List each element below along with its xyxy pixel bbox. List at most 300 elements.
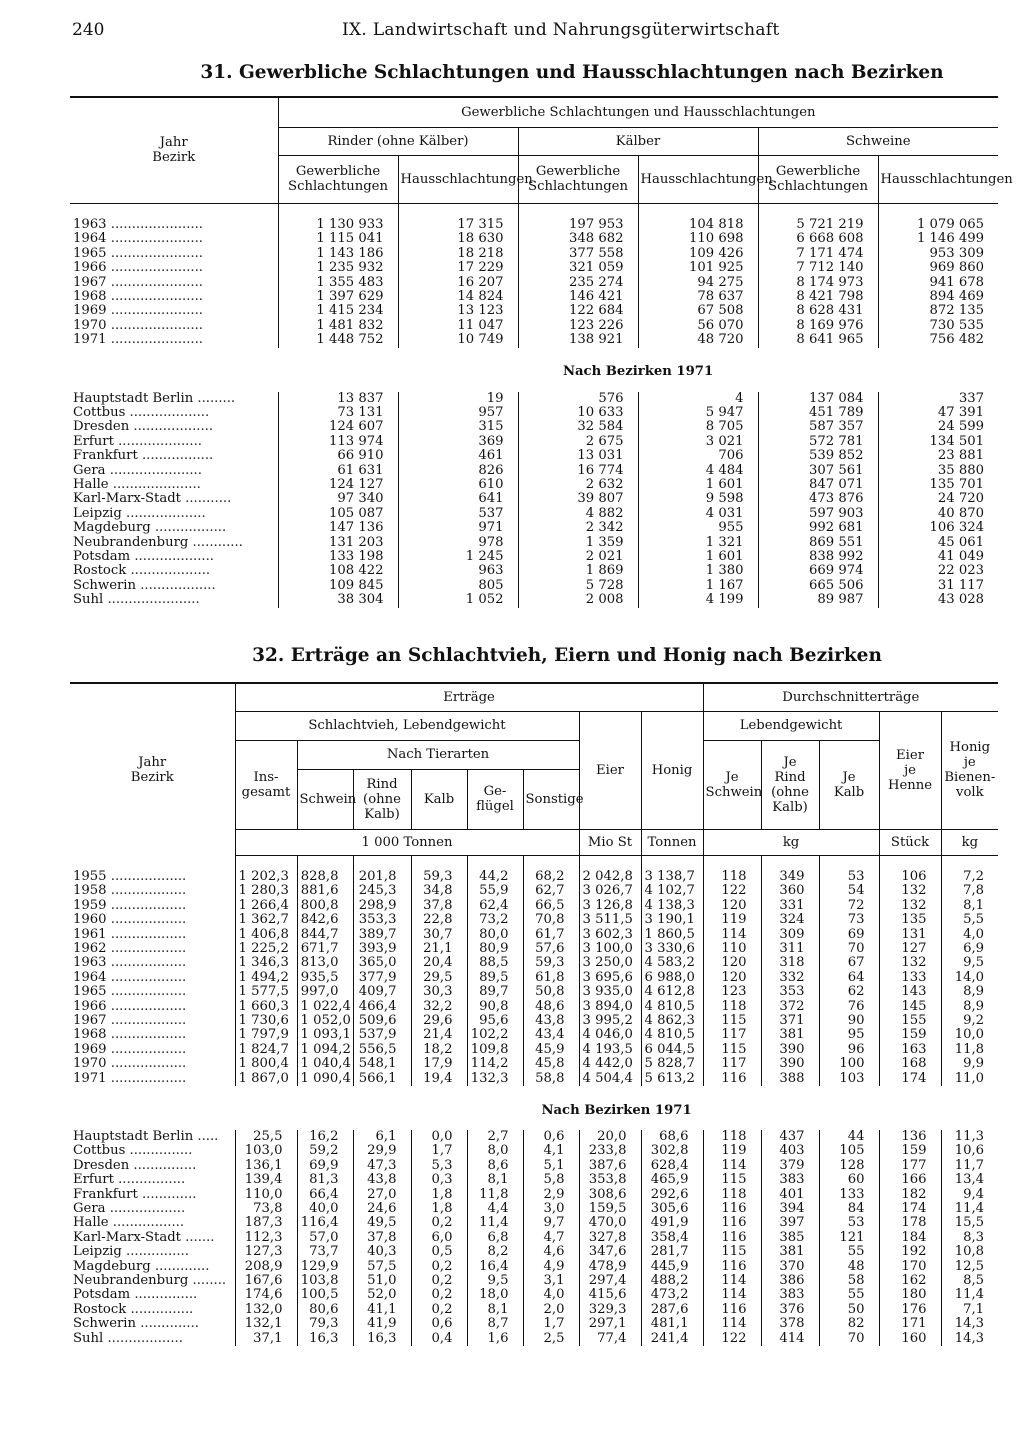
row-label-text: Suhl (73, 593, 104, 608)
data-cell: 1 797,9 (235, 1028, 297, 1042)
data-cell: 17 315 (398, 218, 518, 232)
row-label (70, 478, 278, 492)
data-cell: 872 135 (878, 304, 998, 318)
data-cell: 30,3 (411, 985, 467, 999)
data-cell: 597 903 (758, 507, 878, 521)
data-cell: 4 810,5 (641, 1000, 703, 1014)
data-cell: 9 598 (638, 492, 758, 506)
data-cell: 132 (879, 884, 941, 898)
data-cell: 59,3 (411, 870, 467, 884)
data-cell: 1 040,4 (297, 1057, 353, 1071)
data-cell: 69,9 (297, 1159, 353, 1173)
data-cell: 800,8 (297, 899, 353, 913)
row-label (70, 247, 278, 261)
table-row (70, 1144, 998, 1158)
data-cell: 124 127 (278, 478, 398, 492)
table-row (70, 1303, 998, 1317)
data-cell: 4,0 (941, 928, 998, 942)
data-cell: 353,3 (353, 913, 411, 927)
row-label (70, 870, 235, 884)
table-row (70, 1159, 998, 1173)
data-cell: 2 008 (518, 593, 638, 607)
data-cell: 1 093,1 (297, 1028, 353, 1042)
data-cell: 178 (879, 1216, 941, 1230)
table-row (70, 507, 998, 521)
table-row (70, 1014, 998, 1028)
leader-dots: ...................... (106, 289, 203, 304)
data-cell: 5 721 219 (758, 218, 878, 232)
spacer-cell (638, 203, 758, 218)
data-cell: 73,7 (297, 1245, 353, 1259)
data-cell: 16,3 (353, 1332, 411, 1346)
data-cell: 43 028 (878, 593, 998, 607)
data-cell: 297,1 (579, 1317, 641, 1331)
table32-title: 32. Erträge an Schlachtvieh, Eiern und Honig nach Bezirken (252, 645, 882, 666)
data-cell: 360 (761, 884, 819, 898)
data-cell: 473 876 (758, 492, 878, 506)
data-cell: 115 (703, 1245, 761, 1259)
data-cell: 53 (819, 1216, 879, 1230)
data-cell: 27,0 (353, 1188, 411, 1202)
row-label-text: Cottbus (73, 405, 126, 420)
data-cell: 3 695,6 (579, 971, 641, 985)
data-cell: 963 (398, 564, 518, 578)
spacer-cell (70, 203, 278, 218)
row-label (70, 1130, 235, 1144)
data-cell: 8,2 (467, 1245, 523, 1259)
row-label-text: 1965 (73, 985, 107, 1000)
row-label (70, 435, 278, 449)
data-cell: 381 (761, 1245, 819, 1259)
row-label-text: 1966 (73, 261, 107, 276)
data-cell: 0,6 (523, 1130, 579, 1144)
row-label (70, 1057, 235, 1071)
data-cell: 136 (879, 1130, 941, 1144)
data-cell: 25,5 (235, 1130, 297, 1144)
row-label (70, 1159, 235, 1173)
data-cell: 1 115 041 (278, 232, 398, 246)
data-cell: 90,8 (467, 1000, 523, 1014)
row-label-text: Rostock (73, 564, 127, 579)
table-row (70, 870, 998, 884)
data-cell: 8,1 (467, 1173, 523, 1187)
table-row (70, 261, 998, 275)
row-label (70, 971, 235, 985)
leader-dots: .................. (106, 1013, 187, 1028)
data-cell: 3 021 (638, 435, 758, 449)
data-cell: 1,8 (411, 1188, 467, 1202)
row-label-text: 1963 (73, 217, 107, 232)
row-label-text: 1964 (73, 232, 107, 247)
data-cell: 0,2 (411, 1260, 467, 1274)
data-cell: 16,2 (297, 1130, 353, 1144)
table-row (70, 1188, 998, 1202)
data-cell: 18 218 (398, 247, 518, 261)
data-cell: 108 422 (278, 564, 398, 578)
data-cell: 8,5 (941, 1274, 998, 1288)
data-cell: 2 042,8 (579, 870, 641, 884)
row-label (70, 1332, 235, 1346)
data-cell: 9,5 (467, 1274, 523, 1288)
data-cell: 72 (819, 899, 879, 913)
data-cell: 19,4 (411, 1072, 467, 1086)
leader-dots: .................... (113, 434, 202, 449)
table32-h-eier: Eier (579, 711, 641, 829)
data-cell: 8 169 976 (758, 319, 878, 333)
table-row (70, 928, 998, 942)
data-cell: 1 280,3 (235, 884, 297, 898)
data-cell: 537 (398, 507, 518, 521)
data-cell: 281,7 (641, 1245, 703, 1259)
data-cell: 132,3 (467, 1072, 523, 1086)
data-cell: 122 (703, 884, 761, 898)
data-cell: 1,7 (411, 1144, 467, 1158)
spacer-cell (879, 855, 941, 870)
row-label (70, 218, 278, 232)
data-cell: 488,2 (641, 1274, 703, 1288)
row-label-text: Karl-Marx-Stadt (73, 492, 181, 507)
data-cell: 110 698 (638, 232, 758, 246)
leader-dots: .................. (106, 985, 187, 1000)
row-label (70, 1245, 235, 1259)
table32-h-ertraege: Erträge (235, 683, 703, 711)
data-cell: 1 415 234 (278, 304, 398, 318)
data-cell: 2,9 (523, 1188, 579, 1202)
data-cell: 7 712 140 (758, 261, 878, 275)
data-cell: 112,3 (235, 1231, 297, 1245)
data-cell: 4 046,0 (579, 1028, 641, 1042)
data-cell: 1 362,7 (235, 913, 297, 927)
row-label (70, 1043, 235, 1057)
data-cell: 1 146 499 (878, 232, 998, 246)
data-cell: 1 346,3 (235, 956, 297, 970)
data-cell: 145 (879, 1000, 941, 1014)
data-cell: 155 (879, 1014, 941, 1028)
data-cell: 4 882 (518, 507, 638, 521)
data-cell: 133 (879, 971, 941, 985)
data-cell: 105 087 (278, 507, 398, 521)
data-cell: 73 (819, 913, 879, 927)
data-cell: 4 (638, 392, 758, 406)
data-cell: 5 728 (518, 579, 638, 593)
data-cell: 379 (761, 1159, 819, 1173)
data-cell: 327,8 (579, 1231, 641, 1245)
data-cell: 16,4 (467, 1260, 523, 1274)
data-cell: 10,8 (941, 1245, 998, 1259)
data-cell: 0,5 (411, 1245, 467, 1259)
spacer-cell (518, 203, 638, 218)
row-label-text: 1964 (73, 970, 107, 985)
data-cell: 12,5 (941, 1260, 998, 1274)
data-cell: 1 359 (518, 536, 638, 550)
leader-dots: .................. (106, 956, 187, 971)
row-label (70, 464, 278, 478)
table32-h-je-kalb: Je Kalb (819, 740, 879, 829)
data-cell: 73 131 (278, 406, 398, 420)
data-cell: 509,6 (353, 1014, 411, 1028)
data-cell: 50 (819, 1303, 879, 1317)
data-cell: 131 (879, 928, 941, 942)
data-cell: 114,2 (467, 1057, 523, 1071)
data-cell: 1 052,0 (297, 1014, 353, 1028)
row-label-text: 1969 (73, 304, 107, 319)
data-cell: 29,9 (353, 1144, 411, 1158)
section-label: Nach Bezirken 1971 (541, 1102, 692, 1118)
data-cell: 470,0 (579, 1216, 641, 1230)
row-label-text: Schwerin (73, 1317, 137, 1332)
data-cell: 80,6 (297, 1303, 353, 1317)
data-cell: 14,0 (941, 971, 998, 985)
leader-dots: ......... (193, 391, 236, 406)
data-cell: 40,3 (353, 1245, 411, 1259)
data-cell: 103 (819, 1072, 879, 1086)
data-cell: 0,2 (411, 1274, 467, 1288)
leader-dots: ...................... (106, 232, 203, 247)
table-row (70, 521, 998, 535)
data-cell: 47 391 (878, 406, 998, 420)
data-cell: 0,6 (411, 1317, 467, 1331)
data-cell: 4,4 (467, 1202, 523, 1216)
table32-unit-kg: kg (703, 829, 879, 855)
data-cell: 241,4 (641, 1332, 703, 1346)
data-cell: 641 (398, 492, 518, 506)
data-cell: 43,8 (353, 1173, 411, 1187)
data-cell: 89,7 (467, 985, 523, 999)
row-label (70, 276, 278, 290)
data-cell: 4 102,7 (641, 884, 703, 898)
data-cell: 539 852 (758, 449, 878, 463)
data-cell: 114 (703, 1288, 761, 1302)
table-row (70, 579, 998, 593)
data-cell: 41 049 (878, 550, 998, 564)
row-label (70, 392, 278, 406)
table-row (70, 449, 998, 463)
row-label-text: 1961 (73, 927, 107, 942)
row-label-text: 1965 (73, 246, 107, 261)
table-row (70, 478, 998, 492)
data-cell: 3 511,5 (579, 913, 641, 927)
data-cell: 466,4 (353, 1000, 411, 1014)
data-cell: 1,8 (411, 1202, 467, 1216)
row-label-text: 1971 (73, 1071, 107, 1086)
table-row (70, 550, 998, 564)
data-cell: 122 684 (518, 304, 638, 318)
data-cell: 2 675 (518, 435, 638, 449)
data-cell: 123 226 (518, 319, 638, 333)
data-cell: 35 880 (878, 464, 998, 478)
data-cell: 8,1 (467, 1303, 523, 1317)
data-cell: 114 (703, 928, 761, 942)
row-label-text: Leipzig (73, 506, 122, 521)
page-header (72, 20, 964, 42)
table32-h-tierarten: Nach Tierarten (297, 740, 579, 769)
data-cell: 100,5 (297, 1288, 353, 1302)
leader-dots: ...................... (103, 593, 200, 608)
data-cell: 957 (398, 406, 518, 420)
row-label (70, 1231, 235, 1245)
data-cell: 953 309 (878, 247, 998, 261)
row-label-text: Gera (73, 463, 106, 478)
data-cell: 2 021 (518, 550, 638, 564)
data-cell: 197 953 (518, 218, 638, 232)
row-label-text: 1958 (73, 884, 107, 899)
data-cell: 184 (879, 1231, 941, 1245)
data-cell: 1 860,5 (641, 928, 703, 942)
data-cell: 139,4 (235, 1173, 297, 1187)
data-cell: 95 (819, 1028, 879, 1042)
data-cell: 1 824,7 (235, 1043, 297, 1057)
data-cell: 117 (703, 1057, 761, 1071)
data-cell: 116 (703, 1303, 761, 1317)
table31-subcol-gewerblich-2: Gewerbliche Schlachtungen (518, 155, 638, 203)
data-cell: 1 869 (518, 564, 638, 578)
data-cell: 47,3 (353, 1159, 411, 1173)
leader-dots: ...................... (106, 318, 203, 333)
data-cell: 610 (398, 478, 518, 492)
data-cell: 1 094,2 (297, 1043, 353, 1057)
data-cell: 21,4 (411, 1028, 467, 1042)
leader-dots: .................. (106, 1028, 187, 1043)
data-cell: 66,4 (297, 1188, 353, 1202)
table-row (70, 406, 998, 420)
data-cell: 61,7 (523, 928, 579, 942)
table31-group-kaelber: Kälber (518, 127, 758, 155)
data-cell: 24 599 (878, 420, 998, 434)
data-cell: 5,8 (523, 1173, 579, 1187)
table31-subcol-haus-3: Hausschlachtungen (878, 155, 998, 203)
table-row (70, 392, 998, 406)
data-cell: 805 (398, 579, 518, 593)
leader-dots: ............... (125, 1144, 193, 1159)
data-cell: 4,6 (523, 1245, 579, 1259)
data-cell: 1 481 832 (278, 319, 398, 333)
table31-subcol-gewerblich-3: Gewerbliche Schlachtungen (758, 155, 878, 203)
table32-h-rind: Rind (ohne Kalb) (353, 769, 411, 829)
table-row (70, 319, 998, 333)
leader-dots: .................. (106, 927, 187, 942)
row-label (70, 564, 278, 578)
data-cell: 5,3 (411, 1159, 467, 1173)
row-label (70, 1274, 235, 1288)
data-cell: 11,8 (467, 1188, 523, 1202)
row-label (70, 1173, 235, 1187)
data-cell: 4 031 (638, 507, 758, 521)
data-cell: 7,2 (941, 870, 998, 884)
data-cell: 387,6 (579, 1159, 641, 1173)
data-cell: 84 (819, 1202, 879, 1216)
data-cell: 349 (761, 870, 819, 884)
table32-h-kalb: Kalb (411, 769, 467, 829)
data-cell: 372 (761, 1000, 819, 1014)
table-row (70, 1173, 998, 1187)
data-cell: 706 (638, 449, 758, 463)
spacer-cell (878, 203, 998, 218)
table32-unit-1000t: 1 000 Tonnen (235, 829, 579, 855)
spacer-cell (761, 855, 819, 870)
leader-dots: .................. (105, 1202, 186, 1217)
data-cell: 110 (703, 942, 761, 956)
data-cell: 348 682 (518, 232, 638, 246)
table-row (70, 971, 998, 985)
row-label (70, 1000, 235, 1014)
table-row (70, 1000, 998, 1014)
table-row (70, 1288, 998, 1302)
data-cell: 89 987 (758, 593, 878, 607)
table-row (70, 1043, 998, 1057)
table-row (70, 1274, 998, 1288)
data-cell: 576 (518, 392, 638, 406)
table-row (70, 884, 998, 898)
data-cell: 159 (879, 1144, 941, 1158)
data-cell: 208,9 (235, 1260, 297, 1274)
data-cell: 2,7 (467, 1130, 523, 1144)
table-row (70, 333, 998, 347)
data-cell: 73,2 (467, 913, 523, 927)
leader-dots: ................. (108, 1216, 185, 1231)
table32-h-je-schwein: Je Schwein (703, 740, 761, 829)
data-cell: 1 601 (638, 550, 758, 564)
data-cell: 347,6 (579, 1245, 641, 1259)
data-cell: 57,6 (523, 942, 579, 956)
data-cell: 61 631 (278, 464, 398, 478)
leader-dots: ............... (129, 1158, 197, 1173)
data-cell: 548,1 (353, 1057, 411, 1071)
data-cell: 383 (761, 1288, 819, 1302)
data-cell: 58 (819, 1274, 879, 1288)
table-row (70, 1130, 998, 1144)
leader-dots: ............ (188, 535, 243, 550)
data-cell: 132,1 (235, 1317, 297, 1331)
data-cell: 1 245 (398, 550, 518, 564)
row-label-text: Dresden (73, 1158, 130, 1173)
row-label-text: Leipzig (73, 1245, 122, 1260)
row-label (70, 1202, 235, 1216)
data-cell: 132 (879, 956, 941, 970)
data-cell: 37,8 (353, 1231, 411, 1245)
data-cell: 79,3 (297, 1317, 353, 1331)
row-label (70, 1028, 235, 1042)
leader-dots: .................. (106, 970, 187, 985)
data-cell: 167,6 (235, 1274, 297, 1288)
data-cell: 393,9 (353, 942, 411, 956)
leader-dots: ............... (126, 1302, 194, 1317)
data-cell: 4,9 (523, 1260, 579, 1274)
table-row (70, 304, 998, 318)
data-cell: 114 (703, 1274, 761, 1288)
data-cell: 445,9 (641, 1260, 703, 1274)
data-cell: 8,9 (941, 985, 998, 999)
data-cell: 19 (398, 392, 518, 406)
data-cell: 397 (761, 1216, 819, 1230)
row-label-text: Erfurt (73, 434, 114, 449)
data-cell: 88,5 (467, 956, 523, 970)
data-cell: 14,3 (941, 1317, 998, 1331)
row-label (70, 333, 278, 347)
row-label-text: Cottbus (73, 1144, 126, 1159)
row-label-text: Potsdam (73, 550, 131, 565)
table32-stub-header: Jahr Bezirk (130, 754, 174, 785)
data-cell: 1 079 065 (878, 218, 998, 232)
data-cell: 18,2 (411, 1043, 467, 1057)
data-cell: 133 198 (278, 550, 398, 564)
data-cell: 119 (703, 913, 761, 927)
data-cell: 5,5 (941, 913, 998, 927)
row-label (70, 492, 278, 506)
row-label (70, 261, 278, 275)
leader-dots: .................. (106, 1057, 187, 1072)
data-cell: 147 136 (278, 521, 398, 535)
data-cell: 3 250,0 (579, 956, 641, 970)
